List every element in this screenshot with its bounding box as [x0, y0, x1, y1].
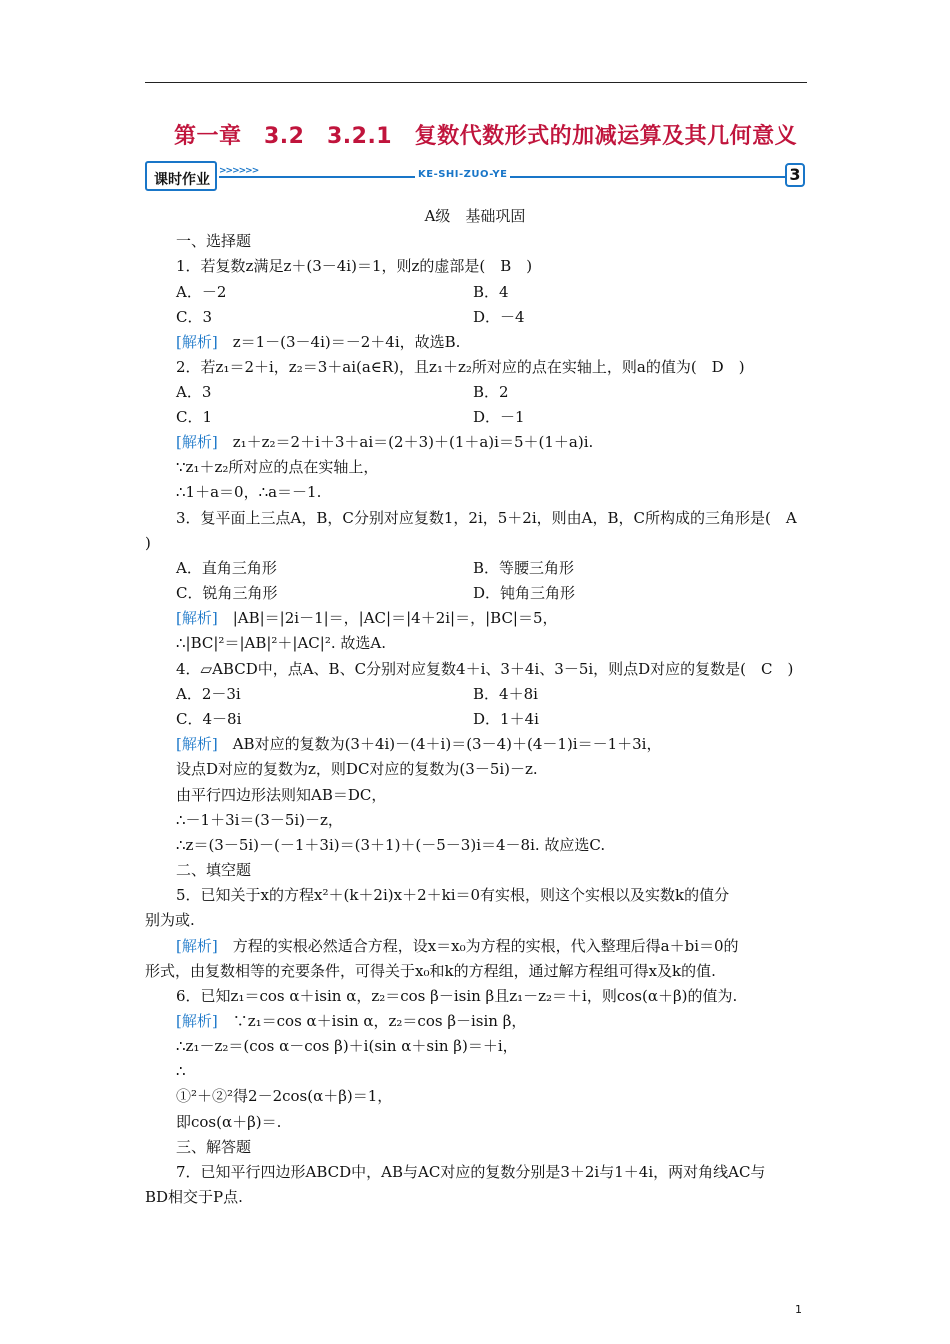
solution-text: |AB|＝|2i－1|＝，|AC|＝|4＋2i|＝，|BC|＝5， — [217, 609, 558, 627]
option-d: D．钝角三角形 — [473, 584, 576, 602]
solution-tag: [解析] — [176, 333, 218, 351]
banner-label: 课时作业 — [154, 172, 210, 188]
solution-text: ∴1＋a＝0，∴a＝－1. — [176, 483, 322, 501]
solution-line — [176, 735, 661, 754]
option-d: D．－4 — [473, 308, 525, 326]
solution-text: ∵z₁＋z₂所对应的点在实轴上， — [176, 458, 379, 476]
option-c: C．3 — [176, 308, 213, 326]
banner-chevrons: >>>>>> — [219, 166, 259, 176]
banner-number-badge: 3 — [785, 163, 805, 187]
section-heading: 一、选择题 — [176, 232, 252, 250]
solution-text: z＝1－(3－4i)＝－2＋4i，故选B. — [217, 333, 461, 351]
solution-tag: [解析] — [176, 937, 218, 955]
question-stem: 3．复平面上三点A，B，C分别对应复数1，2i，5＋2i，则由A，B，C所构成的三角形是( A — [176, 509, 797, 527]
question-stem-cont: ) — [145, 534, 151, 552]
option-d: D．1＋4i — [473, 710, 539, 728]
section-heading: 二、填空题 — [176, 861, 252, 879]
question-stem: 7．已知平行四边形ABCD中，AB与AC对应的复数分别是3＋2i与1＋4i，两对角线AC与 — [176, 1163, 766, 1181]
solution-text: ∴z₁－z₂＝(cos α－cos β)＋i(sin α＋sin β)＝＋i， — [176, 1037, 518, 1055]
solution-line — [176, 1012, 526, 1031]
solution-line — [176, 333, 460, 352]
solution-text: ∵z₁＝cos α＋isin α，z₂＝cos β－isin β， — [217, 1012, 527, 1030]
chapter-title: 第一章 3.2 3.2.1 复数代数形式的加减运算及其几何意义 — [174, 124, 798, 149]
header-rule — [145, 82, 807, 83]
solution-text: 形式，由复数相等的充要条件，可得关于x₀和k的方程组，通过解方程组可得x及k的值. — [145, 962, 716, 980]
option-b: B．4 — [473, 283, 509, 301]
question-stem: 1．若复数z满足z＋(3－4i)＝1，则z的虚部是( B ) — [176, 257, 533, 275]
solution-tag: [解析] — [176, 609, 218, 627]
question-stem-cont: BD相交于P点. — [145, 1188, 243, 1206]
question-stem: 2．若z₁＝2＋i，z₂＝3＋ai(a∈R)，且z₁＋z₂所对应的点在实轴上，则a的值为( D ) — [176, 358, 745, 376]
solution-text: ∴ — [176, 1062, 186, 1080]
solution-text: AB对应的复数为(3＋4i)－(4＋i)＝(3－4)＋(4－1)i＝－1＋3i， — [217, 735, 662, 753]
banner-box — [145, 161, 217, 191]
option-a: A．直角三角形 — [176, 559, 277, 577]
option-b: B．等腰三角形 — [473, 559, 575, 577]
solution-tag: [解析] — [176, 735, 218, 753]
option-a: A．3 — [176, 383, 212, 401]
solution-text: ∴z＝(3－5i)－(－1＋3i)＝(3＋1)＋(－5－3)i＝4－8i. 故应选C. — [176, 836, 606, 854]
question-stem: 4．▱ABCD中，点A、B、C分别对应复数4＋i、3＋4i、3－5i，则点D对应的复数是( C ) — [176, 660, 794, 678]
option-c: C．1 — [176, 408, 213, 426]
solution-text: z₁＋z₂＝2＋i＋3＋ai＝(2＋3)＋(1＋a)i＝5＋(1＋a)i. — [217, 433, 594, 451]
banner-pinyin: KE-SHI-ZUO-YE — [415, 169, 510, 180]
page-number: 1 — [795, 1303, 802, 1316]
solution-line — [176, 433, 593, 452]
solution-tag: [解析] — [176, 1012, 218, 1030]
option-a: A．－2 — [176, 283, 227, 301]
option-c: C．4－8i — [176, 710, 242, 728]
option-d: D．－1 — [473, 408, 525, 426]
section-heading: 三、解答题 — [176, 1138, 252, 1156]
solution-text: 方程的实根必然适合方程，设x＝x₀为方程的实根，代入整理后得a＋bi＝0的 — [217, 937, 739, 955]
level-heading: A级 基础巩固 — [424, 207, 526, 225]
solution-text: ①²＋②²得2－2cos(α＋β)＝1， — [176, 1087, 393, 1105]
option-c: C．锐角三角形 — [176, 584, 278, 602]
solution-text: ∴－1＋3i＝(3－5i)－z， — [176, 811, 343, 829]
option-b: B．2 — [473, 383, 509, 401]
solution-text: 即cos(α＋β)＝. — [176, 1113, 282, 1131]
solution-text: 设点D对应的复数为z，则DC对应的复数为(3－5i)－z. — [176, 760, 538, 778]
option-a: A．2－3i — [176, 685, 241, 703]
question-stem-cont: 别为或. — [145, 911, 195, 929]
solution-text: ∴|BC|²＝|AB|²＋|AC|². 故选A. — [176, 634, 386, 652]
question-stem: 6．已知z₁＝cos α＋isin α，z₂＝cos β－isin β且z₁－z₂＝＋i，则cos(α＋β)的值为. — [176, 987, 738, 1005]
question-stem: 5．已知关于x的方程x²＋(k＋2i)x＋2＋ki＝0有实根，则这个实根以及实数k的值分 — [176, 886, 730, 904]
solution-line — [176, 937, 739, 956]
solution-line — [176, 609, 558, 628]
solution-tag: [解析] — [176, 433, 218, 451]
homework-banner — [145, 159, 807, 193]
option-b: B．4＋8i — [473, 685, 538, 703]
solution-text: 由平行四边形法则知AB＝DC， — [176, 786, 387, 804]
